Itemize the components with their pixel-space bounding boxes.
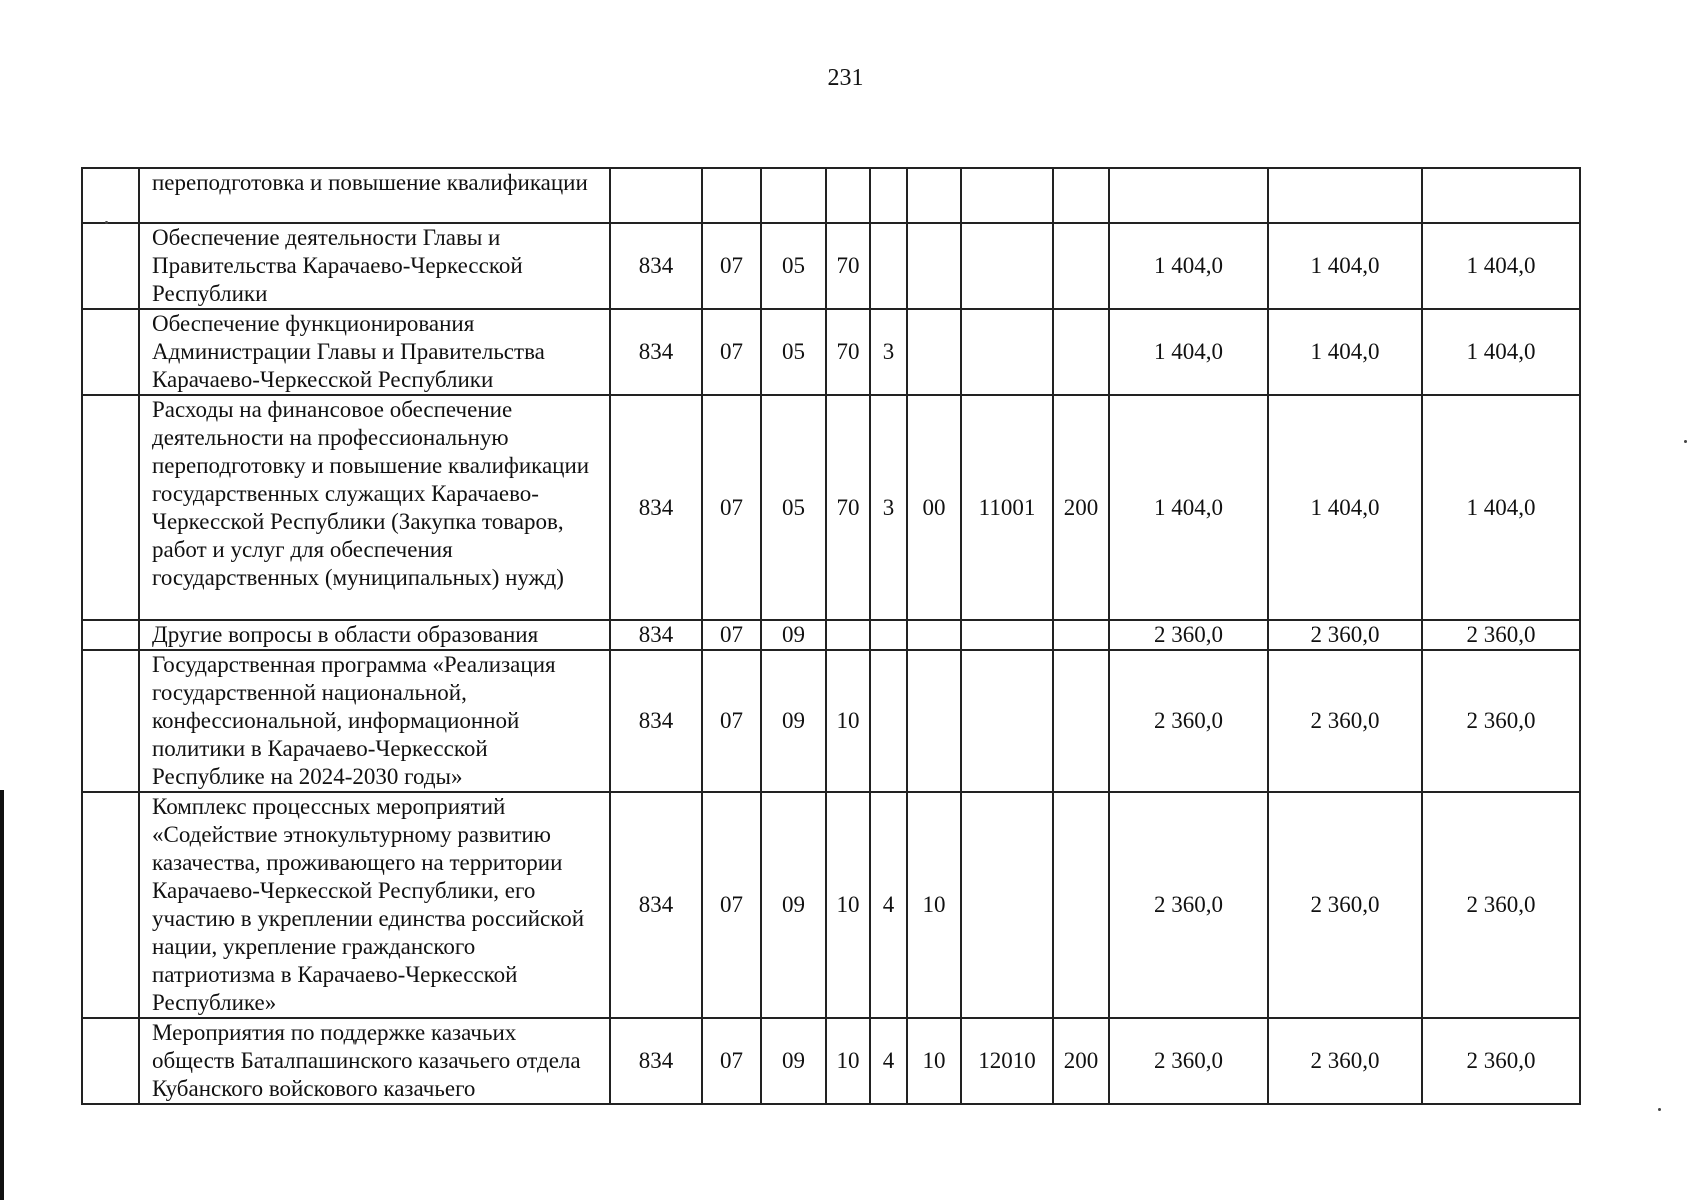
- subprogram-code-cell: [907, 620, 961, 650]
- row-number-cell: [82, 309, 139, 395]
- ministry-code-cell: 834: [610, 223, 702, 309]
- program-code-cell: 10: [826, 792, 870, 1018]
- program-type-code-cell: 4: [870, 1018, 907, 1104]
- direction-code-cell: [961, 168, 1053, 223]
- program-code-cell: 70: [826, 395, 870, 620]
- row-name-cell: Мероприятия по поддержке казачьих обществ Баталпашинского казачьего отдела Кубанского войскового казачьего: [139, 1018, 610, 1104]
- direction-code-cell: 11001: [961, 395, 1053, 620]
- page-number: 231: [827, 65, 864, 91]
- table-row: [82, 650, 1580, 792]
- amount-year-2-cell: 2 360,0: [1268, 650, 1422, 792]
- program-code-cell: 10: [826, 1018, 870, 1104]
- program-code-cell: 10: [826, 650, 870, 792]
- subsection-code-cell: 05: [761, 309, 826, 395]
- expense-type-code-cell: [1053, 792, 1109, 1018]
- ministry-code-cell: 834: [610, 620, 702, 650]
- amount-year-2-cell: 1 404,0: [1268, 223, 1422, 309]
- subsection-code-cell: 05: [761, 223, 826, 309]
- subprogram-code-cell: [907, 223, 961, 309]
- row-name-cell: Расходы на финансовое обеспечение деятельности на профессиональную переподготовку и повышение квалификации государственных служащих Карачаево-Черкесской Республики (Закупка товаров, работ и услуг для обеспечения государственных (муниципальных) нужд): [139, 395, 610, 620]
- budget-table: [81, 167, 1581, 1105]
- row-number-cell: [82, 168, 139, 223]
- expense-type-code-cell: [1053, 168, 1109, 223]
- program-type-code-cell: [870, 168, 907, 223]
- direction-code-cell: [961, 620, 1053, 650]
- amount-year-1-cell: 1 404,0: [1109, 309, 1268, 395]
- subprogram-code-cell: 00: [907, 395, 961, 620]
- row-number-cell: [82, 620, 139, 650]
- amount-year-1-cell: [1109, 168, 1268, 223]
- scan-edge-mark: [0, 790, 4, 1200]
- table-row: [82, 1018, 1580, 1104]
- subprogram-code-cell: 10: [907, 1018, 961, 1104]
- expense-type-code-cell: [1053, 223, 1109, 309]
- table-row: [82, 620, 1580, 650]
- program-code-cell: [826, 168, 870, 223]
- program-type-code-cell: 4: [870, 792, 907, 1018]
- scan-speck: [105, 221, 108, 224]
- amount-year-2-cell: 1 404,0: [1268, 309, 1422, 395]
- subsection-code-cell: 09: [761, 792, 826, 1018]
- amount-year-3-cell: 1 404,0: [1422, 223, 1580, 309]
- direction-code-cell: [961, 792, 1053, 1018]
- section-code-cell: 07: [702, 223, 761, 309]
- row-name-cell: Другие вопросы в области образования: [139, 620, 610, 650]
- amount-year-3-cell: 2 360,0: [1422, 620, 1580, 650]
- expense-type-code-cell: [1053, 650, 1109, 792]
- program-type-code-cell: [870, 620, 907, 650]
- program-type-code-cell: 3: [870, 309, 907, 395]
- expense-type-code-cell: 200: [1053, 1018, 1109, 1104]
- section-code-cell: 07: [702, 620, 761, 650]
- row-name-cell: Комплекс процессных мероприятий «Содействие этнокультурному развитию казачества, проживающего на территории Карачаево-Черкесской Республики, его участию в укреплении единства российской нации, укрепление гражданского патриотизма в Карачаево-Черкесской Республике»: [139, 792, 610, 1018]
- amount-year-1-cell: 2 360,0: [1109, 650, 1268, 792]
- program-type-code-cell: [870, 650, 907, 792]
- section-code-cell: 07: [702, 1018, 761, 1104]
- expense-type-code-cell: [1053, 620, 1109, 650]
- section-code-cell: 07: [702, 650, 761, 792]
- table-row: [82, 223, 1580, 309]
- expense-type-code-cell: 200: [1053, 395, 1109, 620]
- amount-year-3-cell: 1 404,0: [1422, 395, 1580, 620]
- scan-speck: [1658, 1108, 1661, 1111]
- amount-year-2-cell: 2 360,0: [1268, 1018, 1422, 1104]
- subprogram-code-cell: [907, 650, 961, 792]
- amount-year-2-cell: 1 404,0: [1268, 395, 1422, 620]
- scan-speck: [1684, 440, 1687, 443]
- amount-year-2-cell: [1268, 168, 1422, 223]
- table-row: [82, 168, 1580, 223]
- section-code-cell: [702, 168, 761, 223]
- subprogram-code-cell: [907, 309, 961, 395]
- direction-code-cell: 12010: [961, 1018, 1053, 1104]
- direction-code-cell: [961, 650, 1053, 792]
- expense-type-code-cell: [1053, 309, 1109, 395]
- ministry-code-cell: 834: [610, 309, 702, 395]
- amount-year-1-cell: 1 404,0: [1109, 223, 1268, 309]
- amount-year-3-cell: 2 360,0: [1422, 650, 1580, 792]
- table-row: [82, 395, 1580, 620]
- row-name-cell: Государственная программа «Реализация государственной национальной, конфессиональной, информационной политики в Карачаево-Черкесской Республике на 2024-2030 годы»: [139, 650, 610, 792]
- amount-year-2-cell: 2 360,0: [1268, 620, 1422, 650]
- row-number-cell: [82, 223, 139, 309]
- row-name-cell: Обеспечение деятельности Главы и Правительства Карачаево-Черкесской Республики: [139, 223, 610, 309]
- program-code-cell: 70: [826, 309, 870, 395]
- row-number-cell: [82, 650, 139, 792]
- ministry-code-cell: 834: [610, 395, 702, 620]
- section-code-cell: 07: [702, 395, 761, 620]
- program-code-cell: [826, 620, 870, 650]
- ministry-code-cell: 834: [610, 792, 702, 1018]
- subsection-code-cell: 09: [761, 650, 826, 792]
- program-type-code-cell: 3: [870, 395, 907, 620]
- program-code-cell: 70: [826, 223, 870, 309]
- row-name-cell: переподготовка и повышение квалификации: [139, 168, 610, 223]
- subprogram-code-cell: [907, 168, 961, 223]
- subsection-code-cell: 05: [761, 395, 826, 620]
- amount-year-3-cell: [1422, 168, 1580, 223]
- amount-year-1-cell: 1 404,0: [1109, 395, 1268, 620]
- table-row: [82, 792, 1580, 1018]
- ministry-code-cell: 834: [610, 1018, 702, 1104]
- direction-code-cell: [961, 223, 1053, 309]
- amount-year-1-cell: 2 360,0: [1109, 1018, 1268, 1104]
- subsection-code-cell: 09: [761, 1018, 826, 1104]
- subsection-code-cell: [761, 168, 826, 223]
- section-code-cell: 07: [702, 309, 761, 395]
- row-number-cell: [82, 792, 139, 1018]
- subprogram-code-cell: 10: [907, 792, 961, 1018]
- row-number-cell: [82, 1018, 139, 1104]
- amount-year-1-cell: 2 360,0: [1109, 792, 1268, 1018]
- ministry-code-cell: 834: [610, 650, 702, 792]
- amount-year-3-cell: 2 360,0: [1422, 1018, 1580, 1104]
- amount-year-3-cell: 1 404,0: [1422, 309, 1580, 395]
- section-code-cell: 07: [702, 792, 761, 1018]
- subsection-code-cell: 09: [761, 620, 826, 650]
- row-name-cell: Обеспечение функционирования Администрации Главы и Правительства Карачаево-Черкесской Республики: [139, 309, 610, 395]
- ministry-code-cell: [610, 168, 702, 223]
- direction-code-cell: [961, 309, 1053, 395]
- program-type-code-cell: [870, 223, 907, 309]
- amount-year-1-cell: 2 360,0: [1109, 620, 1268, 650]
- amount-year-2-cell: 2 360,0: [1268, 792, 1422, 1018]
- table-row: [82, 309, 1580, 395]
- amount-year-3-cell: 2 360,0: [1422, 792, 1580, 1018]
- row-number-cell: [82, 395, 139, 620]
